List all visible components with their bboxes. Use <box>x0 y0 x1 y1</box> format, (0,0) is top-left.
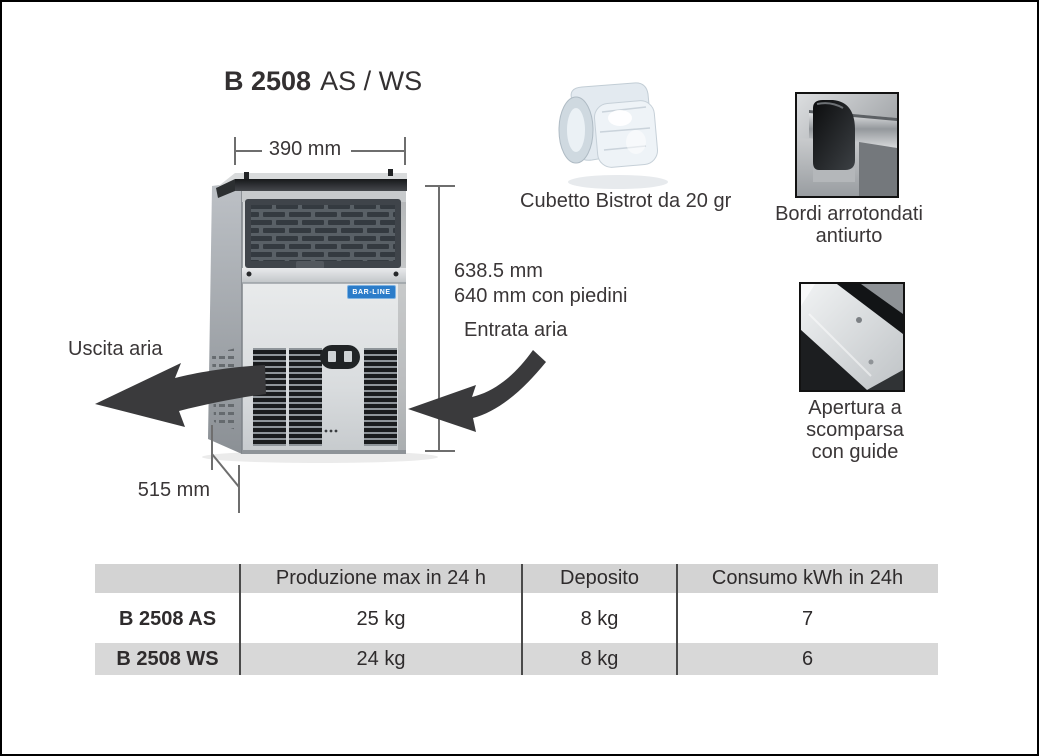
air-in-label: Entrata aria <box>464 319 568 341</box>
header-produzione: Produzione max in 24 h <box>275 567 487 589</box>
row1-produzione: 25 kg <box>356 608 406 630</box>
feature1-line2: antiurto <box>815 225 883 247</box>
row1-consumo: 7 <box>801 608 814 630</box>
ice-cube-caption: Cubetto Bistrot da 20 gr <box>520 190 732 212</box>
table-row <box>95 643 938 675</box>
feature-caption-concealed-opening <box>757 397 953 463</box>
row2-deposito: 8 kg <box>580 647 619 670</box>
feature2-line2: con guide <box>811 441 899 463</box>
header-consumo: Consumo kWh in 24h <box>711 567 904 589</box>
air-in-arrow <box>408 350 546 432</box>
table-column-divider <box>521 564 523 675</box>
row1-model: B 2508 AS <box>118 608 217 630</box>
feature-photo-concealed-opening <box>799 282 905 392</box>
spec-table <box>95 564 938 675</box>
table-column-divider <box>676 564 678 675</box>
row1-deposito: 8 kg <box>580 608 619 630</box>
machine-illustration <box>202 169 438 463</box>
brand-badge: BAR-LINE <box>347 285 396 299</box>
model-name: B 2508 <box>224 66 312 96</box>
feature-caption-rounded-edges <box>766 203 932 247</box>
concealed-opening-graphic <box>801 284 903 390</box>
depth-dimension-label: 515 mm <box>137 479 210 501</box>
width-dimension-label: 390 mm <box>268 138 342 160</box>
table-row <box>95 599 938 640</box>
row2-consumo: 6 <box>801 647 814 670</box>
height-value: 638.5 mm <box>454 260 543 282</box>
header-empty <box>95 564 240 593</box>
air-out-label: Uscita aria <box>68 338 163 360</box>
feature1-line1: Bordi arrotondati <box>775 203 923 225</box>
rounded-edge-graphic <box>797 94 897 196</box>
height-with-feet: 640 mm con piedini <box>454 285 628 307</box>
table-header-row <box>95 564 938 593</box>
row2-produzione: 24 kg <box>356 647 406 670</box>
page-title <box>224 66 422 97</box>
height-dimension-label <box>454 259 627 309</box>
feature-photo-rounded-edges <box>795 92 899 198</box>
table-column-divider <box>239 564 241 675</box>
row2-model: B 2508 WS <box>116 647 219 670</box>
header-deposito: Deposito <box>560 567 639 589</box>
ice-cube-image <box>559 83 668 189</box>
model-variant: AS / WS <box>320 66 423 96</box>
feature2-line1: Apertura a scomparsa <box>806 397 904 441</box>
